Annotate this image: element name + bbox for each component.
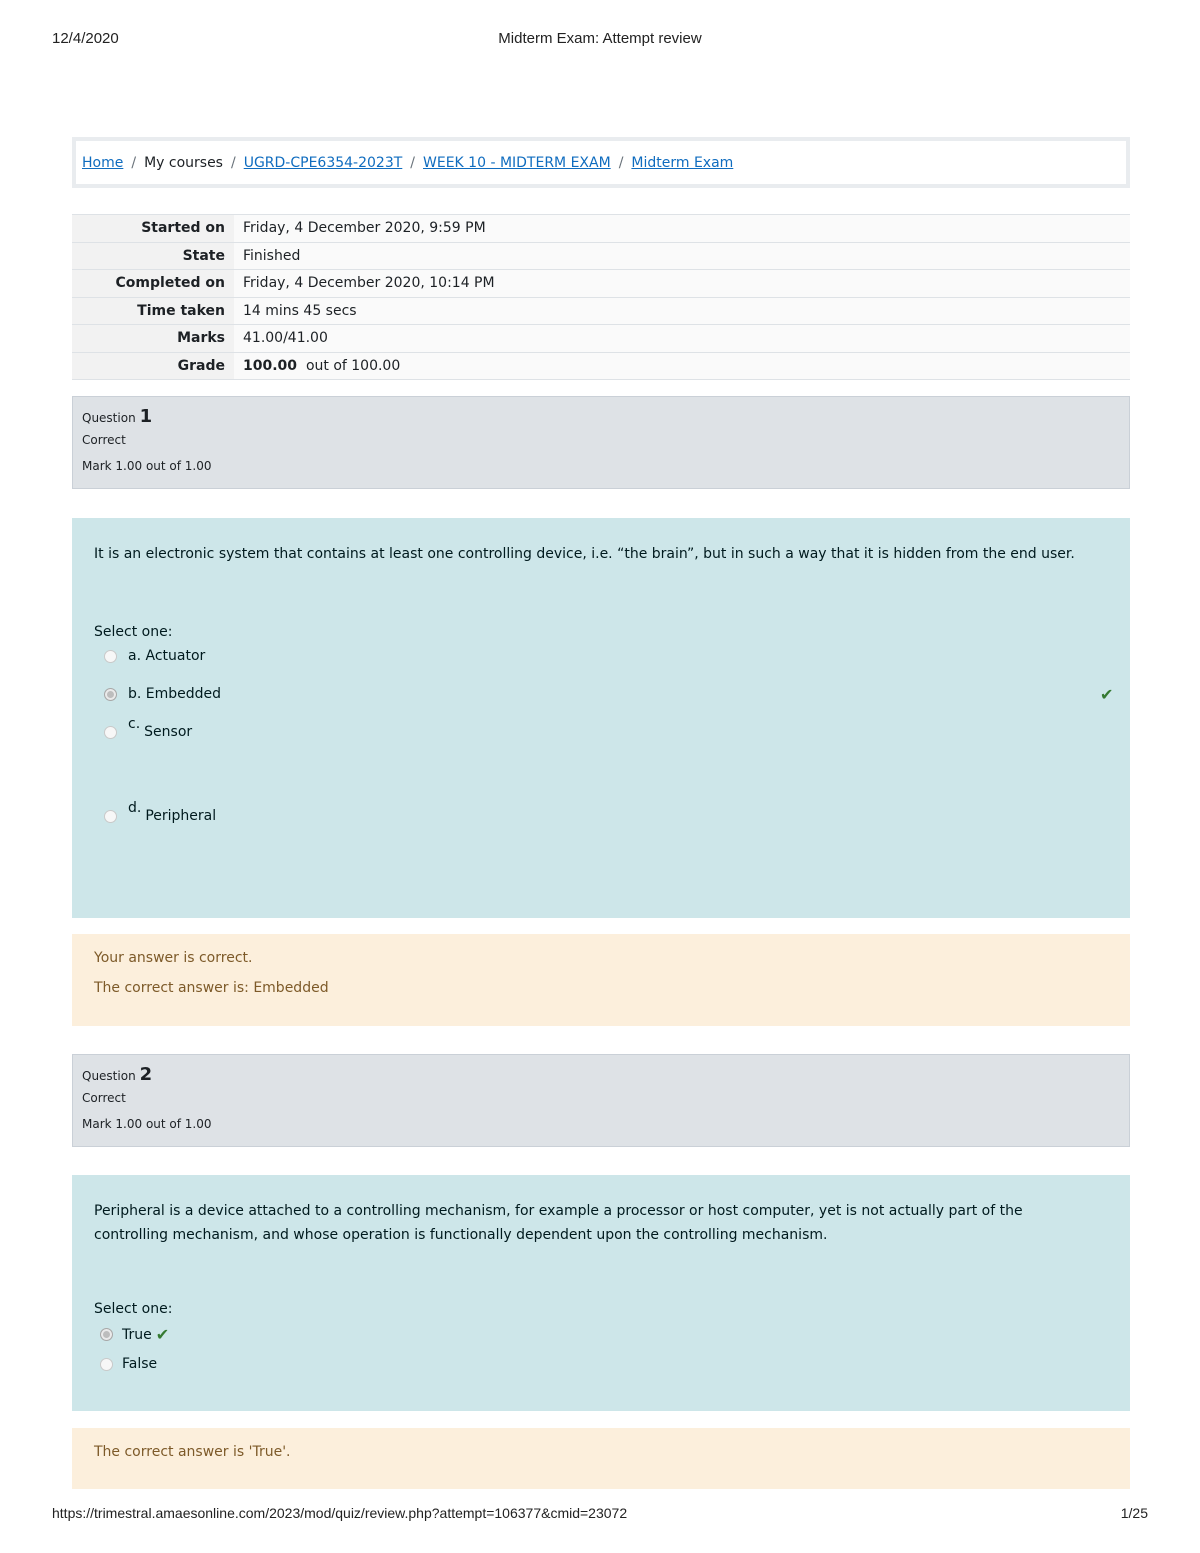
summary-row-marks: [72, 325, 1130, 353]
right-answer-text: The correct answer is: Embedded: [94, 980, 329, 996]
option-text: Embedded: [145, 686, 222, 702]
select-one-prompt: Select one:: [94, 624, 173, 640]
question-2-info: [72, 1054, 1130, 1147]
radio-button[interactable]: [100, 1358, 113, 1371]
question-label: Question: [82, 1069, 136, 1083]
print-footer: [0, 1505, 1200, 1525]
breadcrumb-separator: /: [410, 154, 416, 171]
question-mark: Mark 1.00 out of 1.00: [82, 459, 212, 473]
summary-value: 41.00/41.00: [234, 325, 1130, 353]
option-letter: d.: [128, 800, 142, 816]
option-text: True: [122, 1326, 152, 1343]
summary-label: Marks: [72, 325, 234, 353]
answer-option-b[interactable]: [94, 684, 1114, 704]
breadcrumb: [72, 137, 1130, 188]
question-status: Correct: [82, 433, 126, 447]
print-url: https://trimestral.amaesonline.com/2023/mod/quiz/review.php?attempt=106377&cmid=23072: [52, 1505, 628, 1521]
grade-score: 100.00: [243, 357, 298, 374]
question-text: It is an electronic system that contains at least one controlling device, i.e. “the brain”, but in such a way that it is hidden from the end user.: [94, 546, 1075, 562]
option-letter: b.: [128, 686, 142, 702]
attempt-summary-table: [72, 214, 1130, 380]
breadcrumb-separator: /: [131, 154, 137, 171]
summary-value: 14 mins 45 secs: [234, 297, 1130, 325]
option-letter: c.: [128, 716, 141, 732]
breadcrumb-my-courses: My courses: [144, 154, 223, 171]
question-label: Question: [82, 411, 136, 425]
select-one-prompt: Select one:: [94, 1301, 173, 1317]
breadcrumb-separator: /: [230, 154, 236, 171]
radio-button-selected[interactable]: [104, 688, 117, 701]
question-1-formulation: [72, 518, 1130, 918]
radio-button[interactable]: [104, 810, 117, 823]
grade-out-of: out of 100.00: [305, 357, 401, 374]
breadcrumb-quiz-link[interactable]: Midterm Exam: [631, 154, 734, 171]
summary-value: Friday, 4 December 2020, 9:59 PM: [234, 215, 1130, 243]
print-title: Midterm Exam: Attempt review: [498, 30, 702, 47]
answer-option-false[interactable]: [94, 1356, 1108, 1372]
question-1-info: [72, 396, 1130, 489]
right-answer-text: The correct answer is 'True'.: [94, 1444, 291, 1460]
answer-option-c[interactable]: [94, 716, 1108, 740]
check-icon: ✔: [1100, 684, 1114, 704]
question-2-feedback: [72, 1428, 1130, 1489]
question-mark: Mark 1.00 out of 1.00: [82, 1117, 212, 1131]
print-header: [0, 30, 1200, 50]
question-2-formulation: [72, 1175, 1130, 1411]
summary-row-grade: [72, 352, 1130, 380]
summary-label: Time taken: [72, 297, 234, 325]
breadcrumb-course-link[interactable]: UGRD-CPE6354-2023T: [243, 154, 403, 171]
feedback-text: Your answer is correct.: [94, 950, 253, 966]
summary-value: [234, 352, 1130, 380]
summary-label: Started on: [72, 215, 234, 243]
summary-label: Grade: [72, 352, 234, 380]
summary-label: State: [72, 242, 234, 270]
question-number: [82, 1064, 1120, 1085]
check-icon: ✔: [155, 1325, 170, 1344]
radio-button[interactable]: [104, 726, 117, 739]
question-number-value: 1: [139, 406, 153, 427]
option-text: Peripheral: [145, 808, 217, 824]
option-text: False: [122, 1356, 158, 1372]
summary-row-state: [72, 242, 1130, 270]
answer-option-a[interactable]: [94, 648, 1108, 664]
summary-value: Friday, 4 December 2020, 10:14 PM: [234, 270, 1130, 298]
breadcrumb-week-link[interactable]: WEEK 10 - MIDTERM EXAM: [423, 154, 611, 171]
breadcrumb-home-link[interactable]: Home: [82, 154, 124, 171]
question-number-value: 2: [139, 1064, 153, 1085]
print-date: 12/4/2020: [52, 30, 119, 47]
question-1-feedback: [72, 934, 1130, 1026]
summary-label: Completed on: [72, 270, 234, 298]
summary-value: Finished: [234, 242, 1130, 270]
option-letter: a.: [128, 648, 142, 664]
print-page-number: 1/25: [1120, 1505, 1148, 1521]
question-text: Peripheral is a device attached to a controlling mechanism, for example a processor or host computer, yet is not actually part of the controlling mechanism, and whose operation is functionally dependent upon the controlling mechanism.: [94, 1203, 1023, 1243]
answer-option-true[interactable]: [94, 1325, 1108, 1344]
question-number: [82, 406, 1120, 427]
option-text: Actuator: [145, 648, 206, 664]
radio-button-selected[interactable]: [100, 1328, 113, 1341]
summary-row-started: [72, 215, 1130, 243]
summary-row-completed: [72, 270, 1130, 298]
summary-row-time-taken: [72, 297, 1130, 325]
radio-button[interactable]: [104, 650, 117, 663]
option-text: Sensor: [144, 724, 193, 740]
question-status: Correct: [82, 1091, 126, 1105]
breadcrumb-separator: /: [618, 154, 624, 171]
answer-option-d[interactable]: [94, 800, 1108, 824]
